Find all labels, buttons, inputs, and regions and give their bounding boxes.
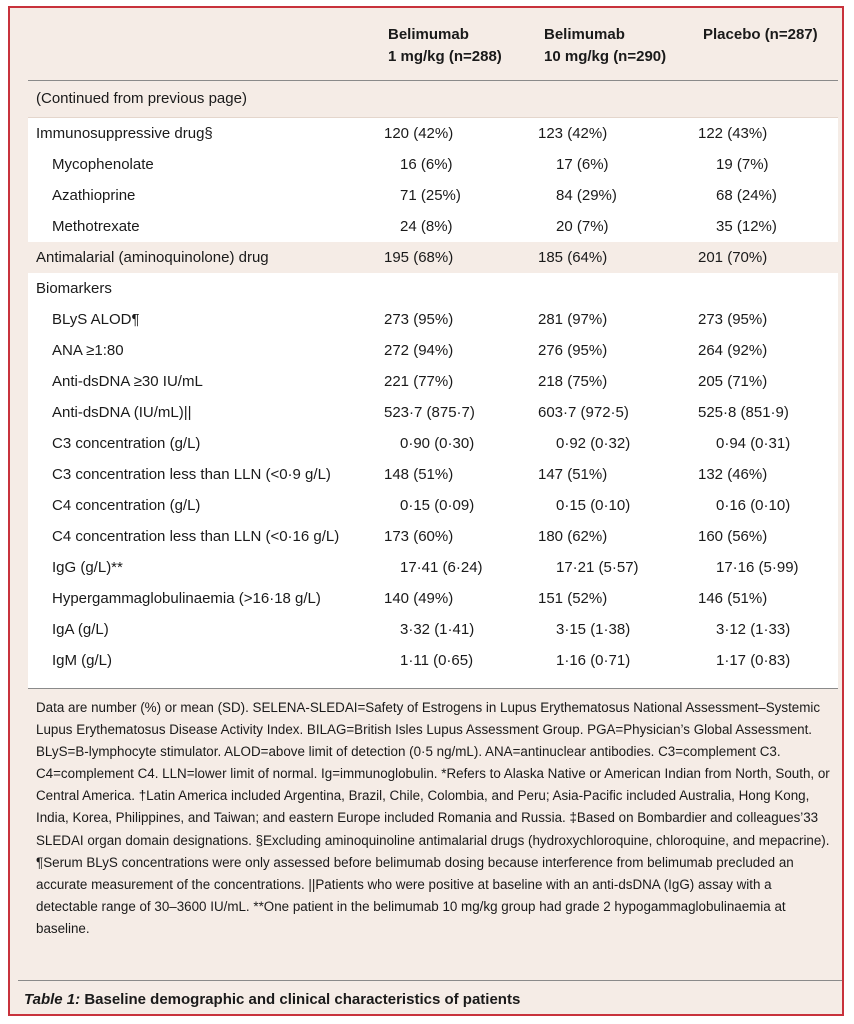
row-label: Antimalarial (aminoquinolone) drug <box>36 249 269 266</box>
cell-value: 0·92 (0·32) <box>556 435 631 452</box>
cell-value: 140 (49%) <box>384 590 454 607</box>
cell-value: 123 (42%) <box>538 125 608 142</box>
cell-value: 16 (6%) <box>400 156 453 173</box>
table-caption <box>18 980 842 1008</box>
cell-value: 276 (95%) <box>538 342 608 359</box>
cell-value: 19 (7%) <box>716 156 769 173</box>
cell-value: 71 (25%) <box>400 187 461 204</box>
cell-value: 195 (68%) <box>384 249 454 266</box>
table-row <box>28 242 838 273</box>
row-label: C4 concentration less than LLN (<0·16 g/L) <box>52 528 340 545</box>
cell-value: 1·16 (0·71) <box>556 652 631 669</box>
cell-value: 148 (51%) <box>384 466 454 483</box>
table-row <box>28 428 838 459</box>
cell-value: 3·32 (1·41) <box>400 621 475 638</box>
cell-value: 273 (95%) <box>698 311 768 328</box>
cell-value: 0·16 (0·10) <box>716 497 791 514</box>
cell-value: 68 (24%) <box>716 187 777 204</box>
cell-value: 3·12 (1·33) <box>716 621 791 638</box>
table-footnote: Data are number (%) or mean (SD). SELENA-SLEDAI=Safety of Estrogens in Lupus Erythematosus National Assessment–Systemic Lupus Erythematosus Disease Activity Index. BILAG=British Isles Lupus Assessment Group. PGA=Physician’s Global Assessment. BLyS=B-lymphocyte stimulator. ALOD=above limit of detection (0·5 ng/mL). ANA=antinuclear antibodies. C3=complement C3. C4=complement C4. LLN=lower limit of normal. Ig=immunoglobulin. *Refers to Alaska Native or American Indian from North, South, or Central America. †Latin America included Argentina, Brazil, Chile, Colombia, and Peru; Asia-Pacific included Australia, Hong Kong, India, Korea, Philippines, and Taiwan; and eastern Europe included Romania and Russia. ‡Based on Bombardier and colleagues’33 SLEDAI organ domain designations. §Excluding aminoquinoline antimalarial drugs (hydroxychloroquine, chloroquine, and mepacrine). ¶Serum BLyS concentrations were only assessed before belimumab dosing because interference from belimumab precluded an accurate measurement of the concentrations. ||Patients who were positive at baseline with an anti-dsDNA (IgG) assay with a detectable range of 30–3600 IU/mL. **One patient in the belimumab 10 mg/kg group had grade 2 hypogammaglobulinaemia at baseline. <box>28 688 838 940</box>
column-header-belimumab-10mg: Belimumab 10 mg/kg (n=290) <box>544 26 667 65</box>
table-row <box>28 645 838 676</box>
section-heading: Biomarkers <box>36 280 112 297</box>
cell-value: 24 (8%) <box>400 218 453 235</box>
cell-value: 147 (51%) <box>538 466 608 483</box>
cell-value: 0·90 (0·30) <box>400 435 475 452</box>
cell-value: 0·15 (0·09) <box>400 497 475 514</box>
antimalarial-block <box>28 242 838 273</box>
column-header-placebo: Placebo (n=287) <box>703 26 818 43</box>
table-row <box>28 118 838 149</box>
row-label: C3 concentration (g/L) <box>52 435 201 452</box>
column-header-belimumab-1mg: Belimumab 1 mg/kg (n=288) <box>388 26 502 65</box>
row-label: BLyS ALOD¶ <box>52 311 140 328</box>
caption-text: Baseline demographic and clinical characteristics of patients <box>84 991 521 1008</box>
cell-value: 0·15 (0·10) <box>556 497 631 514</box>
cell-value: 17 (6%) <box>556 156 609 173</box>
cell-value: 272 (94%) <box>384 342 454 359</box>
row-label: Mycophenolate <box>52 156 154 173</box>
cell-value: 264 (92%) <box>698 342 768 359</box>
cell-value: 35 (12%) <box>716 218 777 235</box>
cell-value: 0·94 (0·31) <box>716 435 791 452</box>
table-row <box>28 335 838 366</box>
row-label: Anti-dsDNA (IU/mL)|| <box>52 404 192 421</box>
cell-value: 20 (7%) <box>556 218 609 235</box>
row-label: Anti-dsDNA ≥30 IU/mL <box>52 373 203 390</box>
cell-value: 221 (77%) <box>384 373 454 390</box>
cell-value: 17·16 (5·99) <box>716 559 799 576</box>
cell-value: 122 (43%) <box>698 125 768 142</box>
continued-note: (Continued from previous page) <box>36 90 247 107</box>
row-label: ANA ≥1:80 <box>52 342 124 359</box>
cell-value: 1·17 (0·83) <box>716 652 791 669</box>
table-row <box>28 149 838 180</box>
cell-value: 173 (60%) <box>384 528 454 545</box>
table-content <box>28 8 838 940</box>
immunosuppressive-block <box>28 117 838 242</box>
table-row <box>28 366 838 397</box>
table-row <box>28 614 838 645</box>
row-label: C3 concentration less than LLN (<0·9 g/L) <box>52 466 331 483</box>
row-label: IgA (g/L) <box>52 621 109 638</box>
table-frame <box>8 6 844 1016</box>
cell-value: 132 (46%) <box>698 466 768 483</box>
table-row <box>28 180 838 211</box>
cell-value: 525·8 (851·9) <box>698 404 789 421</box>
cell-value: 185 (64%) <box>538 249 608 266</box>
table-row <box>28 552 838 583</box>
caption-label: Table 1: <box>24 991 81 1008</box>
row-label: Hypergammaglobulinaemia (>16·18 g/L) <box>52 590 321 607</box>
cell-value: 205 (71%) <box>698 373 768 390</box>
cell-value: 273 (95%) <box>384 311 454 328</box>
cell-value: 3·15 (1·38) <box>556 621 631 638</box>
row-label: IgM (g/L) <box>52 652 113 669</box>
table-row <box>28 211 838 242</box>
table-row <box>28 583 838 614</box>
section-heading-row <box>28 273 838 304</box>
table-row <box>28 304 838 335</box>
row-label: IgG (g/L)** <box>52 559 123 576</box>
table-row <box>28 490 838 521</box>
table-header <box>28 8 838 81</box>
cell-value: 218 (75%) <box>538 373 608 390</box>
cell-value: 120 (42%) <box>384 125 454 142</box>
cell-value: 180 (62%) <box>538 528 608 545</box>
biomarkers-block <box>28 273 838 688</box>
cell-value: 1·11 (0·65) <box>400 652 474 669</box>
table-row <box>28 521 838 552</box>
cell-value: 281 (97%) <box>538 311 608 328</box>
cell-value: 201 (70%) <box>698 249 768 266</box>
row-label: C4 concentration (g/L) <box>52 497 201 514</box>
cell-value: 603·7 (972·5) <box>538 404 629 421</box>
table-row <box>28 397 838 428</box>
cell-value: 17·41 (6·24) <box>400 559 483 576</box>
cell-value: 160 (56%) <box>698 528 768 545</box>
spacer <box>28 676 838 688</box>
row-label: Immunosuppressive drug§ <box>36 125 213 142</box>
cell-value: 146 (51%) <box>698 590 768 607</box>
row-label: Azathioprine <box>52 187 136 204</box>
cell-value: 151 (52%) <box>538 590 608 607</box>
cell-value: 17·21 (5·57) <box>556 559 639 576</box>
table-row <box>28 459 838 490</box>
continued-note-row <box>28 81 838 117</box>
row-label: Methotrexate <box>52 218 140 235</box>
cell-value: 523·7 (875·7) <box>384 404 475 421</box>
cell-value: 84 (29%) <box>556 187 617 204</box>
